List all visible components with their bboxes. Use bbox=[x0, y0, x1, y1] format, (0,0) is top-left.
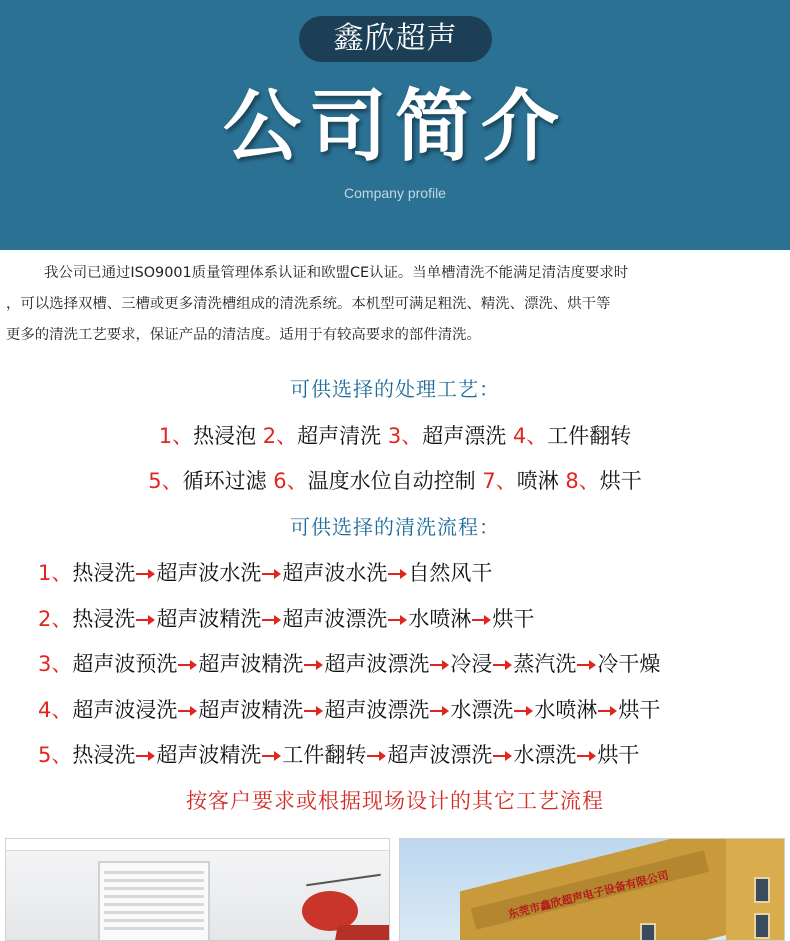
flow-step: 超声波水洗 bbox=[282, 561, 388, 585]
arrow-right-icon bbox=[262, 568, 282, 580]
arrow-right-icon bbox=[367, 750, 387, 762]
process-name: 超声清洗 bbox=[297, 424, 382, 448]
flow-step: 水喷淋 bbox=[408, 607, 472, 631]
flow-item bbox=[38, 558, 492, 588]
arrow-right-icon bbox=[304, 659, 324, 671]
arrow-right-icon bbox=[136, 750, 156, 762]
building-sign-text: 东莞市鑫欣超声电子设备有限公司 bbox=[506, 868, 670, 922]
process-number: 4、 bbox=[512, 424, 548, 448]
building-window bbox=[640, 923, 656, 941]
intro-line: 更多的清洗工艺要求，保证产品的清洁度。适用于有较高要求的部件清洗。 bbox=[6, 327, 481, 343]
process-name: 热浸泡 bbox=[193, 424, 257, 448]
flow-step: 工件翻转 bbox=[282, 743, 367, 767]
flow-step: 超声波精洗 bbox=[198, 652, 304, 676]
header-banner bbox=[0, 0, 790, 250]
flow-step: 超声波漂洗 bbox=[324, 652, 430, 676]
process-name: 循环过滤 bbox=[182, 469, 267, 493]
process-name: 工件翻转 bbox=[547, 424, 632, 448]
arrow-right-icon bbox=[430, 659, 450, 671]
building-window bbox=[754, 877, 770, 903]
office-photo bbox=[5, 838, 390, 941]
process-options-heading: 可供选择的处理工艺： bbox=[290, 377, 500, 401]
flow-step: 超声波浸洗 bbox=[72, 698, 178, 722]
flow-step: 超声波漂洗 bbox=[324, 698, 430, 722]
flow-step: 超声波漂洗 bbox=[387, 743, 493, 767]
arrow-right-icon bbox=[598, 705, 618, 717]
flow-item bbox=[38, 695, 660, 725]
flow-item bbox=[38, 649, 660, 679]
arrow-right-icon bbox=[178, 659, 198, 671]
process-number: 2、 bbox=[262, 424, 298, 448]
building-photo bbox=[399, 838, 785, 941]
flow-step: 水漂洗 bbox=[450, 698, 514, 722]
arrow-right-icon bbox=[388, 614, 408, 626]
arrow-right-icon bbox=[136, 568, 156, 580]
arrow-right-icon bbox=[136, 614, 156, 626]
arrow-right-icon bbox=[493, 750, 513, 762]
building-window bbox=[754, 913, 770, 939]
process-number: 5、 bbox=[148, 469, 183, 493]
page-title: 公司简介 bbox=[222, 82, 567, 172]
flow-number: 3、 bbox=[38, 652, 73, 676]
arrow-right-icon bbox=[514, 705, 534, 717]
flow-item bbox=[38, 604, 534, 634]
process-name: 烘干 bbox=[599, 469, 642, 493]
brand-badge: 鑫欣超声 bbox=[299, 16, 492, 62]
arrow-right-icon bbox=[577, 659, 597, 671]
process-name: 温度水位自动控制 bbox=[307, 469, 476, 493]
process-name: 喷淋 bbox=[516, 469, 559, 493]
arrow-right-icon bbox=[430, 705, 450, 717]
arrow-right-icon bbox=[304, 705, 324, 717]
flow-number: 2、 bbox=[38, 607, 73, 631]
arrow-right-icon bbox=[577, 750, 597, 762]
arrow-right-icon bbox=[262, 614, 282, 626]
process-number: 6、 bbox=[273, 469, 308, 493]
arrow-right-icon bbox=[178, 705, 198, 717]
flow-step: 蒸汽洗 bbox=[513, 652, 577, 676]
flow-step: 水漂洗 bbox=[513, 743, 577, 767]
custom-process-note: 按客户要求或根据现场设计的其它工艺流程 bbox=[186, 789, 604, 813]
flow-step: 冷干燥 bbox=[597, 652, 661, 676]
office-ceiling bbox=[6, 839, 390, 851]
process-number: 3、 bbox=[387, 424, 423, 448]
arrow-right-icon bbox=[472, 614, 492, 626]
flow-number: 1、 bbox=[38, 561, 73, 585]
flow-step: 超声波精洗 bbox=[156, 743, 262, 767]
wall-slogan bbox=[334, 925, 390, 941]
process-number: 1、 bbox=[158, 424, 194, 448]
arrow-right-icon bbox=[388, 568, 408, 580]
flow-step: 自然风干 bbox=[408, 561, 493, 585]
process-list-row bbox=[0, 421, 790, 451]
flow-options-heading: 可供选择的清洗流程： bbox=[290, 515, 500, 539]
flow-step: 烘干 bbox=[618, 698, 661, 722]
flow-number: 5、 bbox=[38, 743, 73, 767]
flow-step: 超声波预洗 bbox=[72, 652, 178, 676]
flow-step: 超声波漂洗 bbox=[282, 607, 388, 631]
arrow-right-icon bbox=[262, 750, 282, 762]
intro-line: ，可以选择双槽、三槽或更多清洗槽组成的清洗系统。本机型可满足粗洗、精洗、漂洗、烘干等 bbox=[6, 296, 611, 312]
process-number: 8、 bbox=[565, 469, 600, 493]
flow-step: 冷浸 bbox=[450, 652, 493, 676]
intro-paragraph bbox=[0, 258, 790, 351]
page-subtitle: Company profile bbox=[344, 185, 446, 201]
flow-step: 水喷淋 bbox=[534, 698, 598, 722]
flow-step: 热浸洗 bbox=[72, 743, 136, 767]
flow-step: 烘干 bbox=[492, 607, 535, 631]
flow-step: 超声波水洗 bbox=[156, 561, 262, 585]
flow-step: 热浸洗 bbox=[72, 607, 136, 631]
process-name: 超声漂洗 bbox=[422, 424, 507, 448]
flow-step: 超声波精洗 bbox=[156, 607, 262, 631]
flow-item bbox=[38, 740, 639, 770]
process-list-row bbox=[0, 466, 790, 496]
flow-step: 热浸洗 bbox=[72, 561, 136, 585]
arrow-right-icon bbox=[493, 659, 513, 671]
flow-step: 烘干 bbox=[597, 743, 640, 767]
office-window bbox=[98, 861, 210, 941]
flow-step: 超声波精洗 bbox=[198, 698, 304, 722]
process-number: 7、 bbox=[482, 469, 517, 493]
intro-line: 我公司已通过ISO9001质量管理体系认证和欧盟CE认证。当单槽清洗不能满足清洁度要求时 bbox=[44, 265, 629, 281]
flow-number: 4、 bbox=[38, 698, 73, 722]
